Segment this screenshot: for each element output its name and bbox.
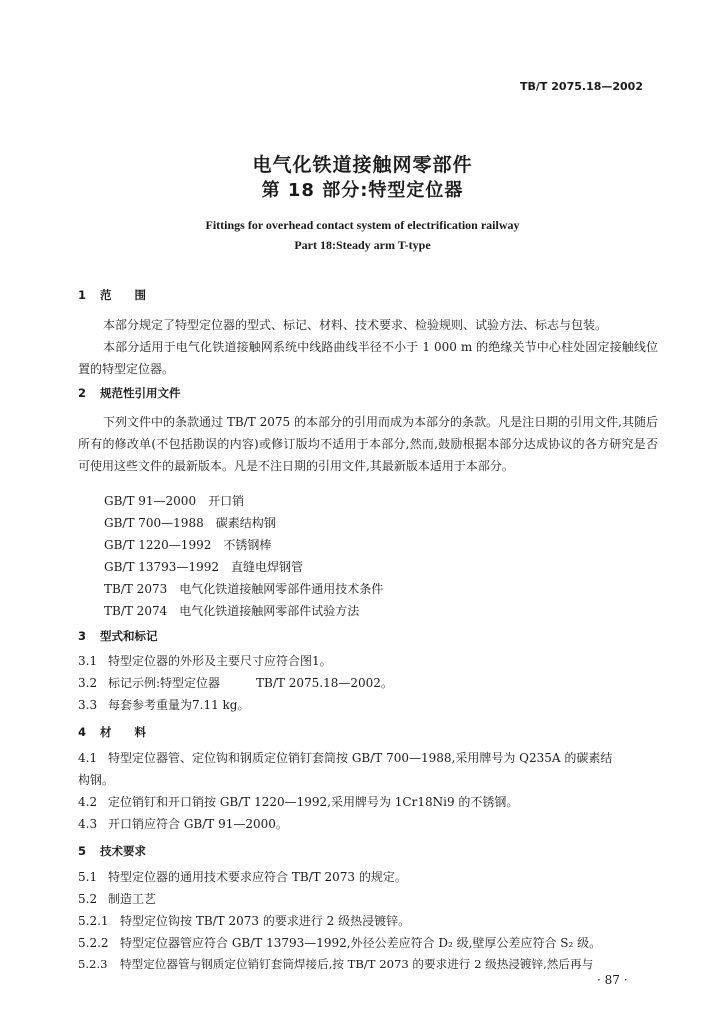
- section-1-heading: [78, 287, 146, 303]
- clause-5-2: [78, 890, 156, 907]
- section-2-heading: [78, 385, 181, 401]
- section-number: 1: [78, 288, 87, 302]
- section-title: 范 围: [100, 288, 146, 302]
- reference-item: GB/T 13793—1992 直缝电焊钢管: [104, 560, 303, 574]
- reference-item: TB/T 2073 电气化铁道接触网零部件通用技术条件: [104, 582, 384, 596]
- clause-3-3: [78, 696, 250, 713]
- clause-number: 4.2: [78, 795, 98, 809]
- section-number: 5: [78, 844, 87, 858]
- clause-text: 特型定位器管、定位钩和钢质定位销钉套筒按 GB/T 700—1988,采用牌号为 Q235A 的碳素结: [108, 751, 613, 765]
- section-number: 3: [78, 629, 87, 643]
- section-4-heading: [78, 724, 146, 740]
- clause-text: 特型定位钩按 TB/T 2073 的要求进行 2 级热浸镀锌。: [120, 914, 411, 928]
- reference-item: GB/T 1220—1992 不锈钢棒: [104, 538, 272, 552]
- reference-item: GB/T 700—1988 碳素结构钢: [104, 516, 276, 530]
- clause-5-2-1: [78, 912, 410, 929]
- title-english-part: Part 18:Steady arm T-type: [294, 238, 431, 252]
- clause-4-1: [78, 749, 612, 766]
- clause-text: 开口销应符合 GB/T 91—2000。: [108, 817, 288, 831]
- section-title: 技术要求: [100, 844, 146, 858]
- section-3-heading: [78, 628, 158, 644]
- clause-4-1-continued: 构钢。: [78, 773, 115, 787]
- clause-number: 3.3: [78, 698, 98, 712]
- scope-paragraph-2: 本部分适用于电气化铁道接触网系统中线路曲线半径不小于 1 000 m 的绝缘关节中心柱处固定接触线位置的特型定位器。: [78, 340, 658, 376]
- section-title: 型式和标记: [100, 629, 158, 643]
- clause-text: 标记示例:特型定位器 TB/T 2075.18—2002。: [108, 676, 393, 690]
- clause-text: 特型定位器的通用技术要求应符合 TB/T 2073 的规定。: [108, 870, 407, 884]
- clause-5-2-2: [78, 934, 601, 951]
- clause-4-3: [78, 815, 288, 832]
- clause-number: 5.2.3: [78, 957, 108, 971]
- clause-text: 特型定位器的外形及主要尺寸应符合图1。: [108, 654, 332, 668]
- clause-4-2: [78, 793, 518, 810]
- clause-number: 5.2.2: [78, 936, 109, 950]
- section-number: 4: [78, 725, 87, 739]
- normative-intro: 下列文件中的条款通过 TB/T 2075 的本部分的引用而成为本部分的条款。凡是注日期的引用文件,其随后所有的修改单(不包括勘误的内容)或修订版均不适用于本部分,然而,鼓励根据本部分达成协议的各方研究是否可使用这些文件的最新版本。凡是不注日期的引用文件,其最新版本适用于本部分。: [78, 415, 658, 473]
- clause-text: 每套参考重量为7.11 kg。: [108, 698, 250, 712]
- clause-number: 5.2: [78, 892, 98, 906]
- clause-number: 3.1: [78, 654, 98, 668]
- scope-paragraph-1: 本部分规定了特型定位器的型式、标记、材料、技术要求、检验规则、试验方法、标志与包装。: [103, 318, 608, 332]
- section-number: 2: [78, 386, 87, 400]
- clause-text: 制造工艺: [108, 892, 157, 906]
- section-5-heading: [78, 843, 146, 859]
- clause-number: 5.1: [78, 870, 98, 884]
- clause-text: 定位销钉和开口销按 GB/T 1220—1992,采用牌号为 1Cr18Ni9 的不锈钢。: [108, 795, 519, 809]
- title-english: Fittings for overhead contact system of electrification railway: [205, 218, 520, 232]
- page-number: · 87 ·: [597, 973, 628, 987]
- clause-5-1: [78, 868, 407, 885]
- clause-text: 特型定位器管与钢质定位销钉套筒焊接后,按 TB/T 2073 的要求进行 2 级热浸镀锌,然后再与: [120, 957, 594, 971]
- clause-number: 4.1: [78, 751, 98, 765]
- title-main: 电气化铁道接触网零部件: [252, 154, 473, 176]
- clause-text: 特型定位器管应符合 GB/T 13793—1992,外径公差应符合 D₂ 级,壁厚公差应符合 S₂ 级。: [120, 936, 602, 950]
- reference-item: TB/T 2074 电气化铁道接触网零部件试验方法: [104, 604, 360, 618]
- clause-3-2: [78, 674, 393, 691]
- standard-number: TB/T 2075.18—2002: [520, 80, 643, 93]
- clause-3-1: [78, 652, 332, 669]
- title-part: 第 18 部分:特型定位器: [261, 180, 464, 201]
- clause-number: 3.2: [78, 676, 98, 690]
- reference-item: GB/T 91—2000 开口销: [104, 494, 245, 508]
- section-title: 规范性引用文件: [100, 386, 181, 400]
- clause-number: 5.2.1: [78, 914, 109, 928]
- clause-5-2-3: [78, 956, 593, 972]
- section-title: 材 料: [100, 725, 146, 739]
- clause-number: 4.3: [78, 817, 98, 831]
